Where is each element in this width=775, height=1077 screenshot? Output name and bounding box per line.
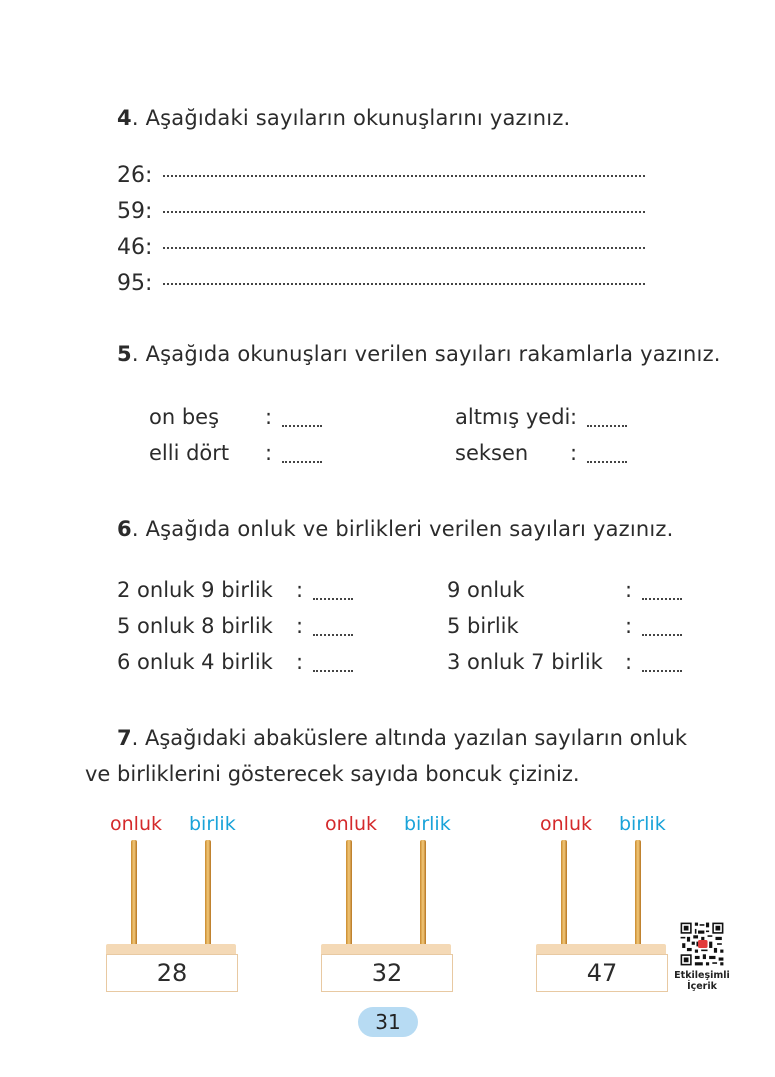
q5-left-1: on beş <box>149 405 220 429</box>
q4-row-2 <box>117 199 645 224</box>
answer-line[interactable] <box>163 247 645 249</box>
q4-item-label: 26: <box>117 163 153 188</box>
colon: : <box>296 578 304 602</box>
colon: : <box>570 441 578 465</box>
answer-line[interactable] <box>313 670 353 672</box>
answer-line[interactable] <box>642 634 682 636</box>
qr-code-icon[interactable] <box>679 921 725 967</box>
birlik-rod[interactable] <box>635 840 641 948</box>
q7-line2: ve birliklerini gösterecek sayıda boncuk çiziniz. <box>85 762 580 786</box>
abacus-number-28: 28 <box>106 954 238 992</box>
q4-item-label: 95: <box>117 271 153 296</box>
q4-row-3 <box>117 235 645 260</box>
answer-line[interactable] <box>642 598 682 600</box>
onluk-label: onluk <box>110 813 162 835</box>
abacus-base <box>321 944 451 954</box>
q4-item-label: 46: <box>117 235 153 260</box>
birlik-label: birlik <box>404 813 451 835</box>
q6-right-3: 3 onluk 7 birlik <box>447 650 603 674</box>
q5-number: 5 <box>117 342 132 366</box>
q6-right-1: 9 onluk <box>447 578 525 602</box>
birlik-label: birlik <box>619 813 666 835</box>
q7-title <box>117 726 687 750</box>
colon: : <box>625 614 633 638</box>
q6-left-1: 2 onluk 9 birlik <box>117 578 273 602</box>
q4-row-4 <box>117 271 645 296</box>
abacus-number-32: 32 <box>321 954 453 992</box>
answer-line[interactable] <box>587 425 627 427</box>
answer-line[interactable] <box>163 175 645 177</box>
colon: : <box>570 405 578 429</box>
colon: : <box>625 578 633 602</box>
onluk-rod[interactable] <box>131 840 137 948</box>
answer-line[interactable] <box>163 211 645 213</box>
q5-text: . Aşağıda okunuşları verilen sayıları rakamlarla yazınız. <box>131 342 721 366</box>
abacus-base <box>106 944 236 954</box>
birlik-rod[interactable] <box>420 840 426 948</box>
abacus-number-47: 47 <box>536 954 668 992</box>
answer-line[interactable] <box>313 634 353 636</box>
onluk-label: onluk <box>325 813 377 835</box>
q5-title <box>117 342 721 366</box>
q4-title <box>117 106 570 130</box>
q6-title <box>117 517 674 541</box>
q5-right-2: seksen <box>455 441 529 465</box>
q7-line1: . Aşağıdaki abaküslere altında yazılan sayıların onluk <box>131 726 688 750</box>
birlik-label: birlik <box>189 813 236 835</box>
q6-text: . Aşağıda onluk ve birlikleri verilen sayıları yazınız. <box>131 517 674 541</box>
q6-left-2: 5 onluk 8 birlik <box>117 614 273 638</box>
onluk-rod[interactable] <box>561 840 567 948</box>
abacus-base <box>536 944 666 954</box>
answer-line[interactable] <box>587 461 627 463</box>
q6-left-3: 6 onluk 4 birlik <box>117 650 273 674</box>
birlik-rod[interactable] <box>205 840 211 948</box>
q5-right-1: altmış yedi <box>455 405 571 429</box>
colon: : <box>265 405 273 429</box>
q4-text: . Aşağıdaki sayıların okunuşlarını yazınız. <box>131 106 571 130</box>
answer-line[interactable] <box>282 425 322 427</box>
answer-line[interactable] <box>642 670 682 672</box>
answer-line[interactable] <box>313 598 353 600</box>
q4-row-1 <box>117 163 645 188</box>
page-number: 31 <box>358 1007 418 1037</box>
qr-caption <box>668 970 736 992</box>
q6-number: 6 <box>117 517 132 541</box>
colon: : <box>265 441 273 465</box>
colon: : <box>296 650 304 674</box>
qr-caption-line1: Etkileşimli <box>674 970 730 981</box>
q5-left-2: elli dört <box>149 441 230 465</box>
colon: : <box>625 650 633 674</box>
qr-caption-line2: İçerik <box>687 981 717 992</box>
q4-number: 4 <box>117 106 132 130</box>
q6-right-2: 5 birlik <box>447 614 519 638</box>
colon: : <box>296 614 304 638</box>
onluk-label: onluk <box>540 813 592 835</box>
onluk-rod[interactable] <box>346 840 352 948</box>
answer-line[interactable] <box>282 461 322 463</box>
q4-item-label: 59: <box>117 199 153 224</box>
q7-number: 7 <box>117 726 132 750</box>
answer-line[interactable] <box>163 283 645 285</box>
